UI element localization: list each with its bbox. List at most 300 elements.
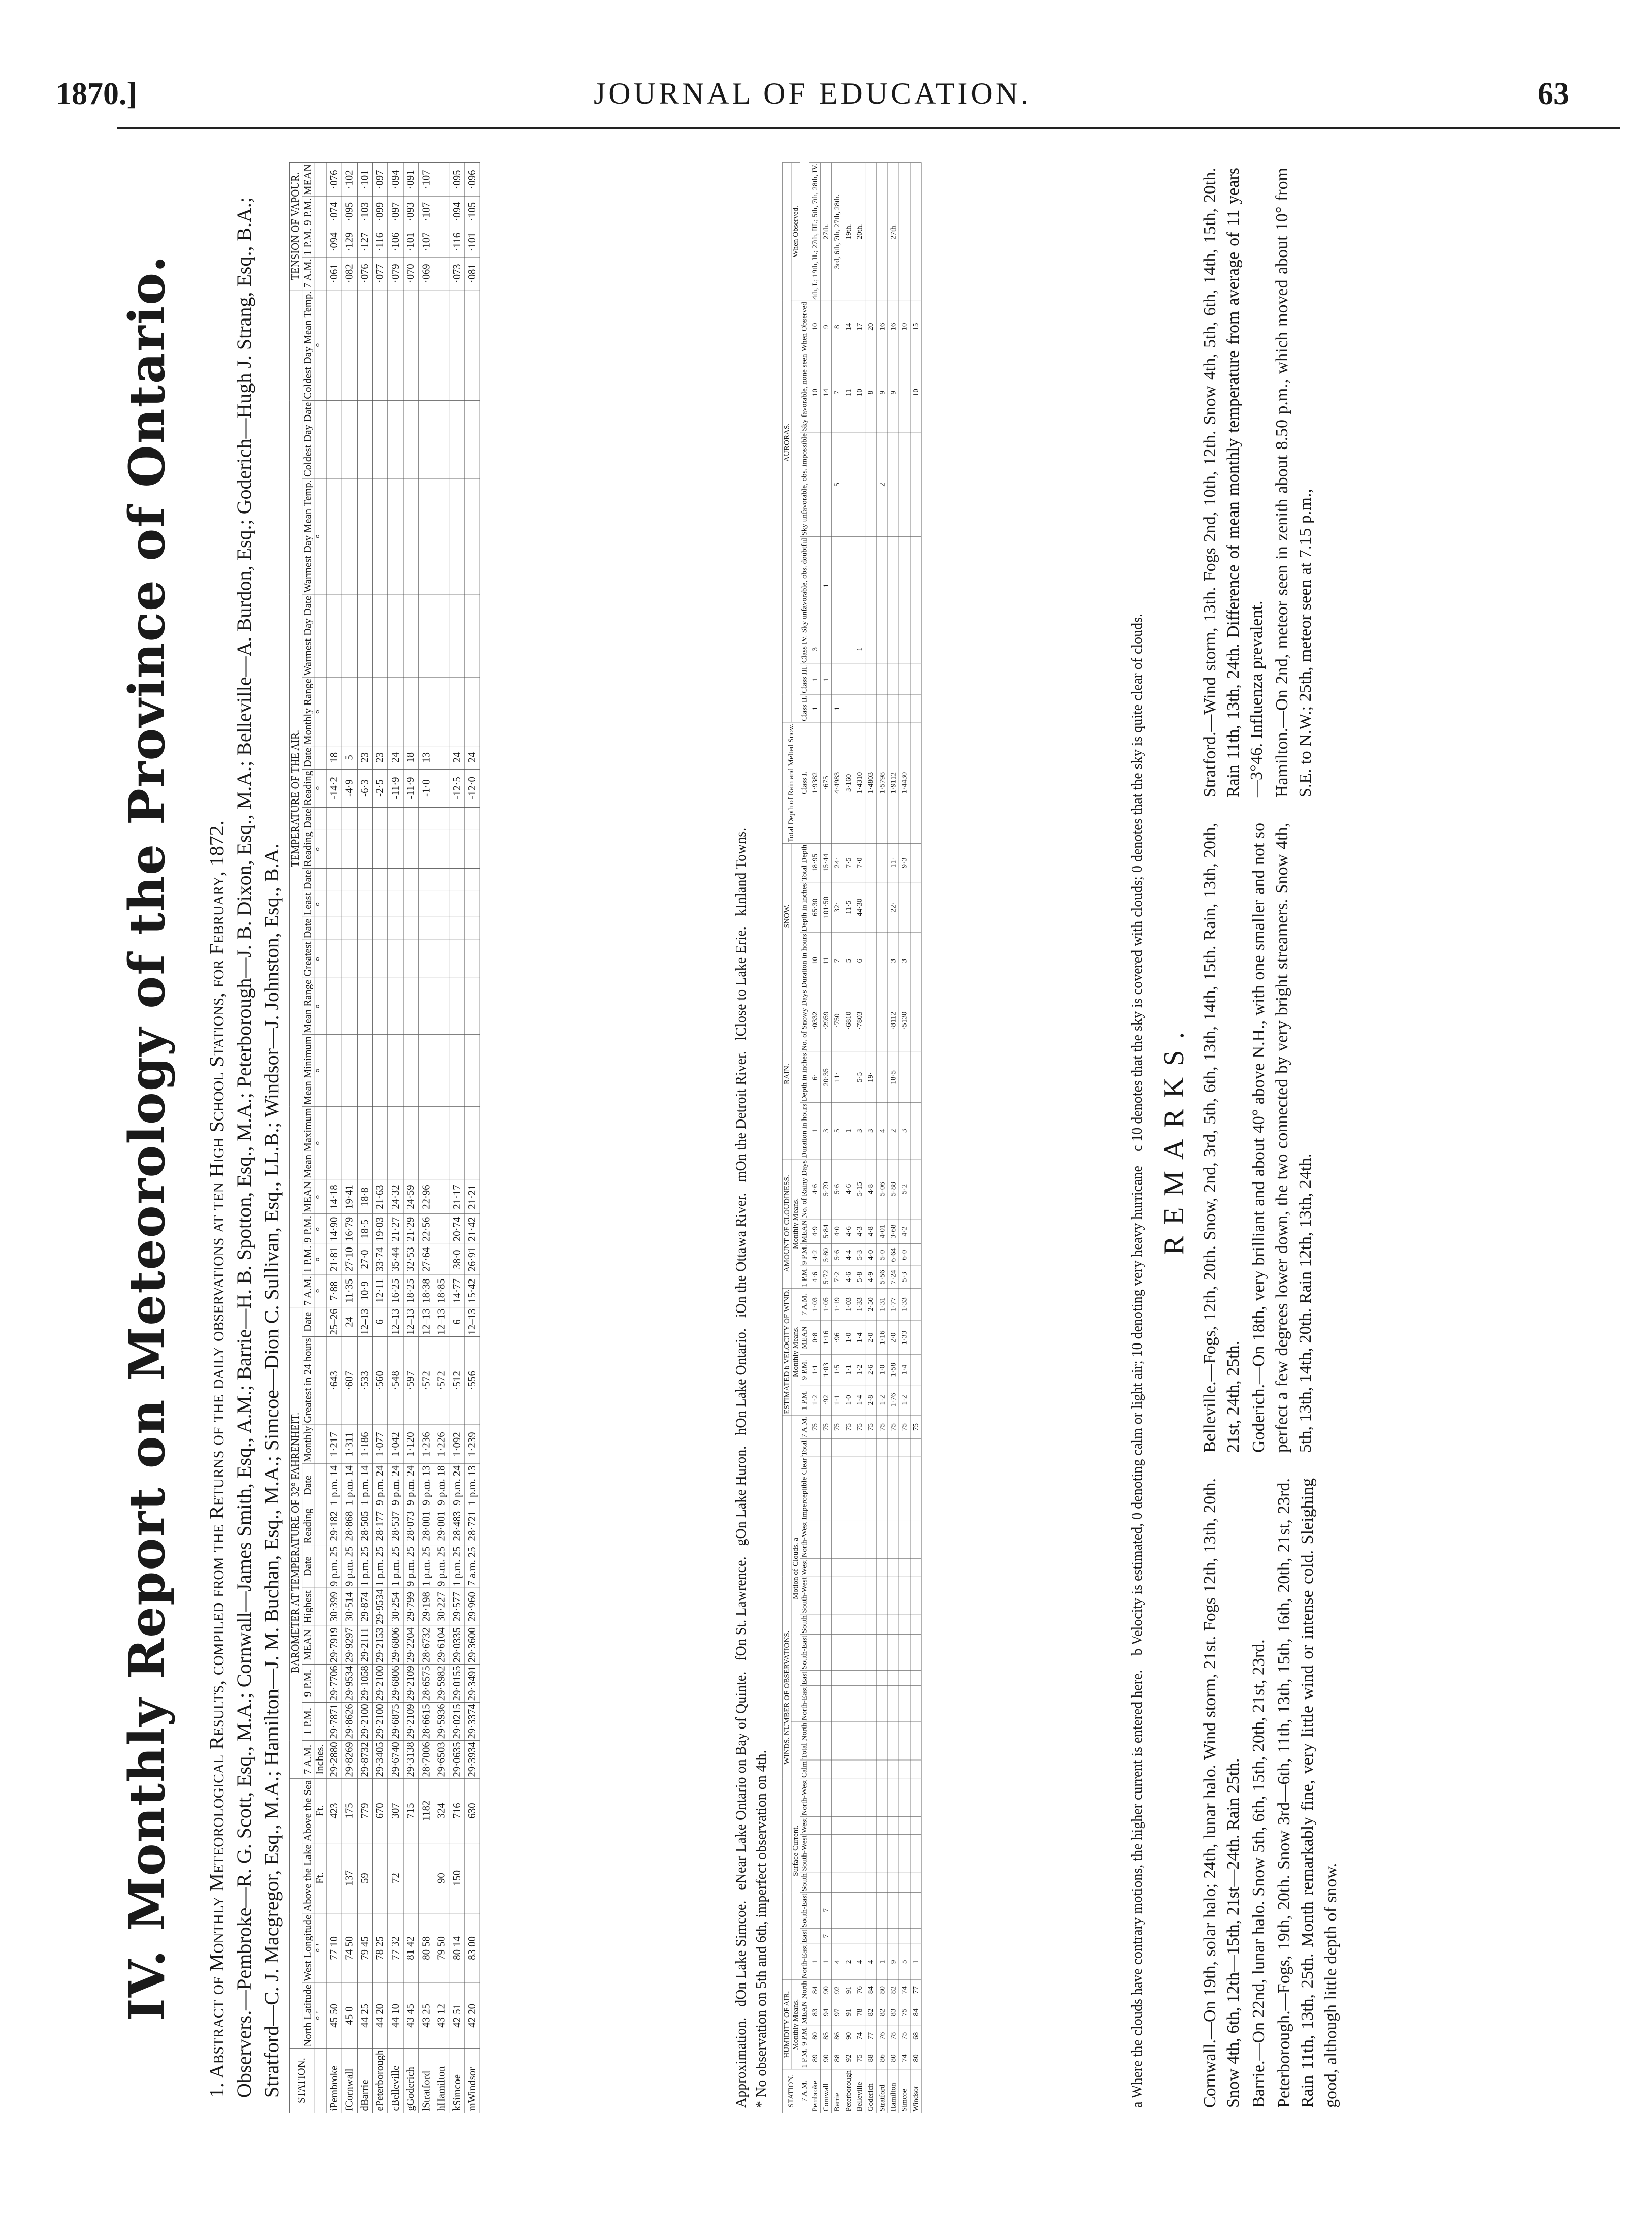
- table2-notes: [1127, 178, 1148, 2108]
- table-cell: 29·9534: [373, 1588, 388, 1626]
- table-cell: [449, 290, 465, 400]
- table2-col-header: Depth in inches: [800, 882, 809, 933]
- table-cell: 12–13: [418, 1307, 434, 1336]
- table-cell: 1·0: [877, 1355, 888, 1385]
- table-cell: [877, 1457, 888, 1476]
- table-cell: 16·79: [342, 1214, 357, 1244]
- table-cell: 5·80: [820, 1244, 831, 1266]
- table-cell: ·102: [342, 163, 357, 197]
- table-cell: 10: [809, 933, 820, 989]
- table1-unit: [314, 868, 327, 891]
- table-cell: 23: [373, 746, 388, 769]
- table-cell: 22·96: [418, 1180, 434, 1214]
- table-cell: 715: [403, 1779, 418, 1843]
- table-cell: [888, 1476, 899, 1521]
- table1-unit: [314, 1507, 327, 1545]
- table-cell: [434, 868, 449, 891]
- table-cell: [831, 664, 843, 694]
- table-cell: 5·3: [899, 1266, 910, 1288]
- table-cell: 7: [831, 933, 843, 989]
- table-cell: 1·4: [899, 1355, 910, 1385]
- table-cell: 423: [327, 1779, 342, 1843]
- table-cell: 72: [388, 1843, 403, 1913]
- table-cell: 7: [820, 1893, 831, 1929]
- table2-col-header: North-West: [800, 1521, 809, 1559]
- table-cell: [327, 978, 342, 1035]
- table-cell: [877, 1439, 888, 1457]
- table-cell: 79 50: [434, 1913, 449, 1983]
- table-cell: 29·6875: [388, 1702, 403, 1740]
- table-cell: [403, 478, 418, 594]
- table-cell: [342, 594, 357, 677]
- table-cell: ·095: [342, 197, 357, 227]
- meteorology-table-2: [782, 163, 921, 2113]
- table-cell: 3: [899, 933, 910, 989]
- table-cell: [899, 1614, 910, 1635]
- table-cell: ·099: [373, 197, 388, 227]
- table1-column-row: [302, 163, 314, 2113]
- rotated-report: [107, 147, 1579, 2128]
- table-cell: [388, 978, 403, 1035]
- table1-col-header: Date: [302, 1545, 314, 1588]
- table-cell: [910, 1266, 921, 1288]
- remarks-title: REMARKS.: [1158, 1020, 1190, 1255]
- table-cell: [854, 1521, 865, 1559]
- table2-col-header: Clear: [800, 1457, 809, 1476]
- table-cell: 137: [342, 1843, 357, 1913]
- table-cell: 78: [854, 2000, 865, 2025]
- table-cell: [809, 1576, 820, 1614]
- station-name: Peterborough: [843, 2069, 854, 2113]
- table-row: [854, 163, 865, 2113]
- table-cell: [327, 868, 342, 891]
- table-cell: 1·1: [809, 1355, 820, 1385]
- table-cell: [465, 917, 480, 940]
- table1-col-header: 1 P.M.: [302, 1702, 314, 1740]
- table-cell: [418, 917, 434, 940]
- table-cell: 84: [865, 1980, 877, 2000]
- table1-col-header: Warmest Day Date: [302, 594, 314, 677]
- table-cell: [418, 401, 434, 478]
- th2-winds: WINDS. NUMBER OF OBSERVATIONS.: [782, 1415, 791, 1980]
- table-cell: 20·74: [449, 1214, 465, 1244]
- table-cell: 9 p.m. 13: [418, 1464, 434, 1507]
- table-cell: 21·29: [403, 1214, 418, 1244]
- table-cell: [843, 1834, 854, 1872]
- table-cell: [843, 694, 854, 722]
- station-name: Cornwall: [820, 2069, 831, 2113]
- table-cell: 1: [809, 664, 820, 694]
- table-cell: [434, 940, 449, 978]
- table-row: [809, 163, 820, 2113]
- table-cell: 30·227: [434, 1588, 449, 1626]
- table-cell: 29·3405: [373, 1740, 388, 1778]
- table-cell: 88: [865, 2047, 877, 2069]
- th2-humidity-means: Monthly Means.: [791, 1980, 800, 2069]
- table-cell: 82: [877, 2000, 888, 2025]
- table-cell: [899, 634, 910, 664]
- note-e: eNear Lake Ontario on Bay of Quinte.: [733, 1671, 749, 1890]
- table-cell: 92: [831, 1980, 843, 2000]
- table-cell: 1: [854, 634, 865, 664]
- table-cell: 32·: [831, 882, 843, 933]
- note2-c: c 10 denotes that the sky is covered with clouds; 0 denotes that the sky is quite clear of clouds.: [1129, 613, 1145, 1152]
- th2-when-observed: When Observed.: [791, 163, 800, 301]
- table-cell: [877, 1760, 888, 1779]
- table-cell: [854, 694, 865, 722]
- table-cell: [434, 1180, 449, 1214]
- table-cell: ·076: [327, 163, 342, 197]
- station-name: Hamilton: [888, 2069, 899, 2113]
- table-cell: 1: [910, 1944, 921, 1980]
- table-cell: 29·9297: [342, 1626, 357, 1664]
- table-cell: [854, 1834, 865, 1872]
- table2-col-header: South: [800, 1872, 809, 1893]
- table-cell: [809, 1928, 820, 1943]
- table-cell: [820, 1576, 831, 1614]
- table-cell: [877, 1872, 888, 1893]
- table-cell: [910, 1457, 921, 1476]
- th2-rain-sub: [791, 989, 800, 1159]
- table-cell: [357, 1035, 372, 1106]
- table-cell: 1 p.m. 25: [357, 1545, 372, 1588]
- table-cell: ·101: [465, 227, 480, 258]
- table-cell: 10: [809, 353, 820, 432]
- table-cell: 75: [809, 1415, 820, 1439]
- table-cell: [843, 1521, 854, 1559]
- table2-col-header: 9 P.M.: [800, 1355, 809, 1385]
- table-row: [465, 163, 480, 2113]
- table-cell: [831, 1476, 843, 1521]
- table1-col-header: Greatest in 24 hours: [302, 1336, 314, 1424]
- table-cell: ·097: [388, 197, 403, 227]
- table-cell: [357, 1106, 372, 1180]
- table-cell: [434, 1106, 449, 1180]
- table-cell: 11·5: [843, 882, 854, 933]
- table-cell: 76: [877, 2025, 888, 2047]
- table-cell: 5·56: [877, 1266, 888, 1288]
- th2-humidity: HUMIDITY OF AIR.: [782, 1980, 791, 2069]
- table-cell: [373, 917, 388, 940]
- th2-velocity-means: Monthly Means.: [791, 1288, 800, 1415]
- table-cell: 4·8: [865, 1219, 877, 1244]
- table-cell: 8: [831, 301, 843, 353]
- table-row: [831, 163, 843, 2113]
- table-cell: 21·27: [388, 1214, 403, 1244]
- table-cell: [465, 290, 480, 400]
- table-cell: [888, 1457, 899, 1476]
- table-cell: [434, 594, 449, 677]
- table-cell: 90: [820, 2047, 831, 2069]
- table-cell: [357, 978, 372, 1035]
- note-g: gOn Lake Huron.: [733, 1446, 749, 1546]
- table-cell: [877, 1817, 888, 1834]
- table-cell: -12·5: [449, 769, 465, 807]
- table-cell: [820, 1817, 831, 1834]
- table-cell: [831, 537, 843, 634]
- table-cell: -12·0: [465, 769, 480, 807]
- table-cell: ·572: [434, 1336, 449, 1424]
- table-cell: [854, 1779, 865, 1817]
- table-cell: [899, 1052, 910, 1102]
- table-cell: 75: [831, 1415, 843, 1439]
- table2-col-header: When Observed: [800, 301, 809, 353]
- table-cell: 27th.: [820, 163, 831, 301]
- table-cell: 1 p.m. 25: [373, 1545, 388, 1588]
- table-cell: [831, 1457, 843, 1476]
- table-cell: ·597: [403, 1336, 418, 1424]
- table1-col-header: Greatest: [302, 940, 314, 978]
- table-cell: ·074: [327, 197, 342, 227]
- table1-col-header: 7 A.M.: [302, 1274, 314, 1307]
- table-cell: [831, 1722, 843, 1742]
- table-cell: [854, 1872, 865, 1893]
- table1-unit: [314, 746, 327, 769]
- table-cell: 24·32: [388, 1180, 403, 1214]
- table-cell: [809, 537, 820, 634]
- table-cell: 29·874: [357, 1588, 372, 1626]
- table-cell: [888, 664, 899, 694]
- table-cell: 2·50: [865, 1288, 877, 1321]
- table-cell: [843, 1576, 854, 1614]
- table1-col-header: Date: [302, 917, 314, 940]
- table-cell: 85: [820, 2025, 831, 2047]
- table-cell: 74: [899, 2047, 910, 2069]
- table1-col-header: Monthly: [302, 1425, 314, 1464]
- table-row: [877, 163, 888, 2113]
- table-cell: 5: [342, 746, 357, 769]
- table2-col-header: Calm: [800, 1760, 809, 1779]
- table-cell: 92: [843, 2047, 854, 2069]
- page-number: 63: [1538, 77, 1569, 111]
- table-cell: [327, 1035, 342, 1106]
- table-cell: [910, 1476, 921, 1521]
- table-cell: 38·0: [449, 1244, 465, 1275]
- table-cell: 630: [465, 1779, 480, 1843]
- table-row: [843, 163, 854, 2113]
- table-cell: 16·25: [388, 1274, 403, 1307]
- th2-station: STATION.: [782, 2069, 800, 2113]
- table-cell: ·548: [388, 1336, 403, 1424]
- table-cell: [865, 1817, 877, 1834]
- table-cell: 84: [809, 1980, 820, 2000]
- th2-aurora-sub: [791, 301, 800, 722]
- station-name: kSimcoe: [449, 2049, 465, 2113]
- table-cell: 28·073: [403, 1507, 418, 1545]
- table-cell: 1·077: [373, 1425, 388, 1464]
- table-cell: 29·182: [327, 1507, 342, 1545]
- table-cell: 1·226: [434, 1425, 449, 1464]
- table-cell: [843, 664, 854, 694]
- table-cell: 1·16: [820, 1321, 831, 1355]
- table-cell: [342, 940, 357, 978]
- table-cell: [449, 1035, 465, 1106]
- table-cell: 76: [854, 1980, 865, 2000]
- table-cell: 18·8: [357, 1180, 372, 1214]
- table-cell: 1·16: [877, 1321, 888, 1355]
- table-cell: 5·3: [854, 1244, 865, 1266]
- table-cell: 77: [865, 2025, 877, 2047]
- table-cell: 9 p.m. 18: [434, 1464, 449, 1507]
- table-cell: [465, 807, 480, 830]
- table-cell: 25–26: [327, 1307, 342, 1336]
- table-cell: 77 10: [327, 1913, 342, 1983]
- table-cell: [877, 163, 888, 301]
- table-cell: ·070: [403, 257, 418, 290]
- table-cell: [418, 830, 434, 868]
- table-cell: [910, 1288, 921, 1321]
- table-cell: [888, 694, 899, 722]
- remark-paragraph: Belleville.—Fogs, 12th, 20th. Snow, 2nd, 3rd, 5th, 6th, 13th, 14th, 15th. Rain, 13th, 20th, 21st, 24th, 25th.: [1201, 823, 1243, 1453]
- table-cell: 78: [888, 2025, 899, 2047]
- table-cell: [831, 1893, 843, 1929]
- table-cell: 29·2100: [373, 1664, 388, 1702]
- table-cell: 2·6: [865, 1355, 877, 1385]
- table-cell: 6·: [809, 1052, 820, 1102]
- table2-col-header: North: [800, 1722, 809, 1742]
- table-cell: [465, 891, 480, 917]
- report-body: [107, 147, 1579, 2128]
- table-cell: 7: [831, 353, 843, 432]
- table-cell: [910, 664, 921, 694]
- table-cell: ·116: [449, 227, 465, 258]
- table-cell: 1·2: [877, 1385, 888, 1416]
- station-name: hHamilton: [434, 2049, 449, 2113]
- table-cell: 9 p.m. 24: [388, 1464, 403, 1507]
- table-cell: [820, 1614, 831, 1635]
- table2-col-header: Sky unfavorable, obs. doubtful: [800, 537, 809, 634]
- table-cell: ·96: [831, 1321, 843, 1355]
- table-row: [910, 163, 921, 2113]
- table-row: [327, 163, 342, 2113]
- table-cell: 28·7006: [418, 1740, 434, 1778]
- table-cell: [820, 694, 831, 722]
- table-cell: [449, 940, 465, 978]
- table-cell: [418, 868, 434, 891]
- table-cell: [865, 1439, 877, 1457]
- table-cell: 27·10: [342, 1244, 357, 1275]
- table-cell: [899, 1928, 910, 1943]
- table2-body: [809, 163, 921, 2113]
- table-cell: [418, 807, 434, 830]
- th-temperature: TEMPERATURE OF THE AIR.: [289, 290, 302, 1307]
- table-cell: 14: [843, 301, 854, 353]
- table-cell: 1·5798: [877, 722, 888, 843]
- table-cell: [910, 1834, 921, 1872]
- table-cell: [865, 1670, 877, 1685]
- table-cell: 86: [831, 2025, 843, 2047]
- table-cell: ·129: [342, 227, 357, 258]
- table-cell: -14·2: [327, 769, 342, 807]
- table-cell: [357, 868, 372, 891]
- table-cell: 12–13: [357, 1307, 372, 1336]
- table-cell: 4·3: [854, 1219, 865, 1244]
- table-cell: ·081: [465, 257, 480, 290]
- table-cell: [877, 882, 888, 933]
- table-cell: 14·77: [449, 1274, 465, 1307]
- table-cell: 44·30: [854, 882, 865, 933]
- station-name: cBelleville: [388, 2049, 403, 2113]
- table-cell: 1·0: [843, 1321, 854, 1355]
- table-cell: [910, 1635, 921, 1671]
- table-cell: 1·311: [342, 1425, 357, 1464]
- table-cell: [877, 1686, 888, 1722]
- table-cell: 18·5: [357, 1214, 372, 1244]
- table-cell: [465, 677, 480, 746]
- table-cell: [910, 1760, 921, 1779]
- table-cell: [865, 1576, 877, 1614]
- table-cell: 43 12: [434, 1983, 449, 2049]
- table-cell: 24: [342, 1307, 357, 1336]
- table-cell: 17: [854, 301, 865, 353]
- table-cell: ·572: [418, 1336, 434, 1424]
- remark-paragraph: Stratford.—Wind storm, 13th. Fogs 2nd, 10th, 12th. Snow 4th, 5th, 6th, 14th, 15th, 20th. Rain 11th, 13th, 24th. Difference of mean monthly temperature from average of 11 years—3°46. Influenza prevalent.: [1201, 168, 1266, 797]
- table-cell: 9 p.m. 25: [403, 1545, 418, 1588]
- table-cell: 10·9: [357, 1274, 372, 1307]
- table-cell: 3: [854, 1103, 865, 1159]
- table-cell: 1·33: [899, 1321, 910, 1355]
- table2-col-header: 1 P.M.: [800, 1266, 809, 1288]
- table-cell: [899, 1872, 910, 1893]
- table-cell: [910, 882, 921, 933]
- table-cell: 91: [843, 2000, 854, 2025]
- table-cell: ·091: [403, 163, 418, 197]
- station-name: mWindsor: [465, 2049, 480, 2113]
- table-cell: 1: [809, 1944, 820, 1980]
- table-cell: 5: [831, 1103, 843, 1159]
- table-cell: 2: [888, 1103, 899, 1159]
- table-cell: 44 25: [357, 1983, 372, 2049]
- table-cell: 5·06: [877, 1159, 888, 1219]
- table-cell: [854, 1614, 865, 1635]
- table-cell: [877, 933, 888, 989]
- table-cell: [888, 1576, 899, 1614]
- table-cell: 7·2: [831, 1266, 843, 1288]
- table-cell: 75: [899, 2025, 910, 2047]
- table-cell: 1·236: [418, 1425, 434, 1464]
- table-cell: ·069: [418, 257, 434, 290]
- table-cell: 29·2204: [403, 1626, 418, 1664]
- table-cell: 28·6732: [418, 1626, 434, 1664]
- table-cell: 22·: [888, 882, 899, 933]
- table-cell: [434, 677, 449, 746]
- table-cell: 1 p.m. 14: [342, 1464, 357, 1507]
- table-cell: 29·2109: [403, 1664, 418, 1702]
- table-cell: 10: [910, 353, 921, 432]
- table-cell: [357, 830, 372, 868]
- note-h: hOn Lake Ontario.: [733, 1328, 749, 1435]
- table1-unit: [314, 1464, 327, 1507]
- table1-unit: °: [314, 978, 327, 1035]
- table-cell: [865, 989, 877, 1052]
- table-cell: 10: [809, 301, 820, 353]
- table-cell: 1·03: [843, 1288, 854, 1321]
- table2-col-header: Total: [800, 1742, 809, 1760]
- table-cell: ·92: [820, 1385, 831, 1416]
- table-cell: -6·3: [357, 769, 372, 807]
- table-cell: 4·4: [843, 1244, 854, 1266]
- table-cell: 3rd, 6th, 7th, 27th, 28th.: [831, 163, 843, 301]
- table-cell: [910, 432, 921, 537]
- table1-col-header: 9 P.M.: [302, 1214, 314, 1244]
- table-cell: [388, 807, 403, 830]
- table-cell: 1·1: [831, 1385, 843, 1416]
- table-cell: 11: [820, 933, 831, 989]
- table1-col-header: 1 P.M.: [302, 1244, 314, 1275]
- table-cell: [820, 1670, 831, 1685]
- table-cell: [899, 664, 910, 694]
- note-f: fOn St. Lawrence.: [733, 1556, 749, 1661]
